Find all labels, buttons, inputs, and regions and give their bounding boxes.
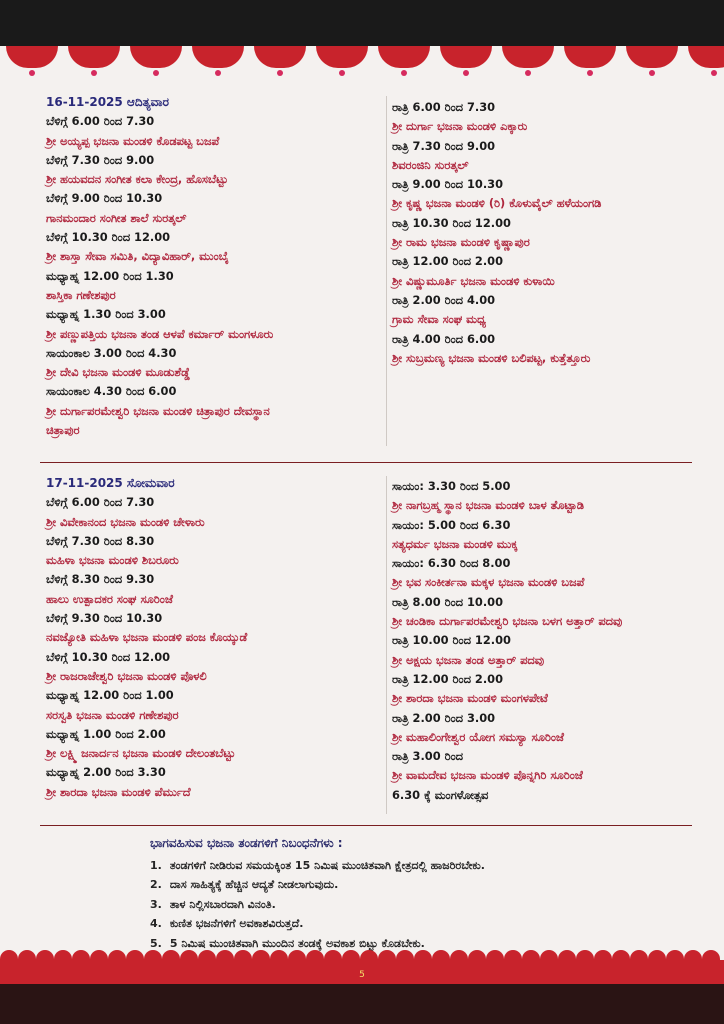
schedule-group: ಶಾಸ್ತಿಕಾ ಗಣೇಶಪುರ bbox=[46, 287, 116, 302]
schedule-time: ರಾತ್ರಿ 2.00 ರಿಂದ 4.00 bbox=[392, 292, 496, 307]
schedule-time: ಮಧ್ಯಾಹ್ನ 1.00 ರಿಂದ 2.00 bbox=[46, 726, 166, 741]
scallop-border bbox=[0, 46, 724, 76]
rule-number: 5. bbox=[150, 936, 162, 950]
schedule-time: ಸಾಯಂ: 5.00 ರಿಂದ 6.30 bbox=[392, 517, 511, 532]
day2-right-column bbox=[392, 477, 692, 805]
bead-ornament bbox=[401, 70, 407, 76]
schedule-time: ಸಾಯಂ: 6.30 ರಿಂದ 8.00 bbox=[392, 556, 511, 571]
bead-ornament bbox=[463, 70, 469, 76]
schedule-time: ರಾತ್ರಿ 9.00 ರಿಂದ 10.30 bbox=[392, 177, 504, 192]
section-divider bbox=[40, 825, 692, 826]
schedule-group: ಶ್ರೀ ರಾಮ ಭಜನಾ ಮಂಡಳಿ ಕೃಷ್ಣಾಪುರ bbox=[392, 235, 530, 250]
scallop-ornament bbox=[316, 46, 368, 68]
schedule-time: ಬೆಳಿಗ್ಗೆ 6.00 ರಿಂದ 7.30 bbox=[46, 114, 155, 129]
schedule-time: ಬೆಳಿಗ್ಗೆ 8.30 ರಿಂದ 9.30 bbox=[46, 572, 155, 587]
rule-text: ದಾಸ ಸಾಹಿತ್ಯಕ್ಕೆ ಹೆಚ್ಚಿನ ಆದ್ಯತೆ ನೀಡಲಾಗುವುದು. bbox=[166, 878, 339, 891]
scallop-ornament bbox=[254, 46, 306, 68]
scallop-ornament bbox=[688, 46, 724, 68]
rule-text: 5 ನಿಮಿಷ ಮುಂಚಿತವಾಗಿ ಮುಂದಿನ ತಂಡಕ್ಕೆ ಅವಕಾಶ ಬಿಟ್ಟು ಕೊಡಬೇಕು. bbox=[166, 936, 425, 950]
scallop-ornament bbox=[440, 46, 492, 68]
schedule-group: ಮಹಿಳಾ ಭಜನಾ ಮಂಡಳಿ ಶಿಬರೂರು bbox=[46, 553, 179, 568]
schedule-time: ಮಧ್ಯಾಹ್ನ 2.00 ರಿಂದ 3.30 bbox=[46, 765, 166, 780]
bead-ornament bbox=[215, 70, 221, 76]
scallop-ornament bbox=[130, 46, 182, 68]
schedule-group: ಶ್ರೀ ಮಹಾಲಿಂಗೇಶ್ವರ ಯೋಗ ಸಮಸ್ಯಾ ಸೂರಿಂಜೆ bbox=[392, 729, 565, 744]
bead-ornament bbox=[711, 70, 717, 76]
schedule-group: ಶ್ರೀ ಭವ ಸಂಕೀರ್ತನಾ ಮಕ್ಕಳ ಭಜನಾ ಮಂಡಳಿ ಬಜಪೆ bbox=[392, 575, 585, 590]
schedule-group: ಶ್ರೀ ನಾಗಬ್ರಹ್ಮ ಸ್ಥಾನ ಭಜನಾ ಮಂಡಳಿ ಬಾಳ ತೊಟ್ಟಾಡಿ bbox=[392, 498, 584, 513]
schedule-group: ಚಿತ್ರಾಪುರ bbox=[46, 423, 80, 438]
scallop-ornament bbox=[502, 46, 554, 68]
page-number: 5 bbox=[359, 970, 365, 980]
schedule-time: ಬೆಳಿಗ್ಗೆ 6.00 ರಿಂದ 7.30 bbox=[46, 495, 155, 510]
bead-ornament bbox=[649, 70, 655, 76]
scallop-ornament bbox=[192, 46, 244, 68]
schedule-group: ಗಾನಮಂದಾರ ಸಂಗೀತ ಶಾಲೆ ಸುರತ್ಕಲ್ bbox=[46, 210, 187, 225]
rule-text: ತಂಡಗಳಿಗೆ ನೀಡಿರುವ ಸಮಯಕ್ಕಿಂತ 15 ನಿಮಿಷ ಮುಂಚಿತವಾಗಿ ಕ್ಷೇತ್ರದಲ್ಲಿ ಹಾಜರಿರಬೇಕು. bbox=[166, 858, 485, 872]
schedule-time: ಸಾಯಂಕಾಲ 4.30 ರಿಂದ 6.00 bbox=[46, 384, 177, 399]
schedule-time: ರಾತ್ರಿ 12.00 ರಿಂದ 2.00 bbox=[392, 671, 504, 686]
bead-ornament bbox=[29, 70, 35, 76]
schedule-group: ಶ್ರೀ ಅಯ್ಯಪ್ಪ ಭಜನಾ ಮಂಡಳಿ ಕೊಡಪಟ್ಟ ಬಜಪೆ bbox=[46, 133, 220, 148]
bead-ornament bbox=[525, 70, 531, 76]
section-divider bbox=[40, 462, 692, 463]
scallop-ornament bbox=[6, 46, 58, 68]
schedule-time: ರಾತ್ರಿ 2.00 ರಿಂದ 3.00 bbox=[392, 710, 496, 725]
scallop-ornament bbox=[378, 46, 430, 68]
bead-ornament bbox=[153, 70, 159, 76]
schedule-group: ಶ್ರೀ ಹಯವದನ ಸಂಗೀತ ಕಲಾ ಕೇಂದ್ರ, ಹೊಸಬೆಟ್ಟು bbox=[46, 172, 228, 187]
schedule-time: ರಾತ್ರಿ 12.00 ರಿಂದ 2.00 bbox=[392, 254, 504, 269]
schedule-time: ಸಾಯಂಕಾಲ 3.00 ರಿಂದ 4.30 bbox=[46, 345, 177, 360]
schedule-group: ಶ್ರೀ ವಿಷ್ಣುಮೂರ್ತಿ ಭಜನಾ ಮಂಡಳಿ ಕುಳಾಯಿ bbox=[392, 273, 555, 288]
day2-left-column bbox=[46, 474, 382, 802]
schedule-time: ಮಧ್ಯಾಹ್ನ 12.00 ರಿಂದ 1.00 bbox=[46, 688, 174, 703]
schedule-group: ಶ್ರೀ ಶಾರದಾ ಭಜನಾ ಮಂಡಳಿ ಪೆರ್ಮುದೆ bbox=[46, 784, 191, 799]
schedule-group: ಶ್ರೀ ಲಕ್ಷ್ಮಿ ಜನಾರ್ದನ ಭಜನಾ ಮಂಡಳಿ ದೇಲಂತಬೆಟ್ಟು bbox=[46, 746, 236, 761]
schedule-group: ಶ್ರೀ ರಾಜರಾಜೇಶ್ವರಿ ಭಜನಾ ಮಂಡಳಿ ಪೊಳಲಿ bbox=[46, 668, 207, 683]
rule-item bbox=[150, 895, 485, 915]
rule-item bbox=[150, 856, 485, 876]
schedule-group: ಹಾಲು ಉತ್ಪಾದಕರ ಸಂಘ ಸೂರಿಂಜೆ bbox=[46, 591, 173, 606]
schedule-time: ಬೆಳಿಗ್ಗೆ 9.30 ರಿಂದ 10.30 bbox=[46, 611, 163, 626]
bottom-dark-band bbox=[0, 984, 724, 1024]
rules-section bbox=[150, 834, 485, 953]
rule-number: 1. bbox=[150, 858, 162, 872]
scallop-ornament bbox=[564, 46, 616, 68]
bead-ornament bbox=[587, 70, 593, 76]
day1-right-column bbox=[392, 98, 692, 368]
schedule-group: ಶ್ರೀ ದುರ್ಗಾ ಭಜನಾ ಮಂಡಳಿ ಎಕ್ಕಾರು bbox=[392, 119, 528, 134]
scallop-ornament bbox=[626, 46, 678, 68]
rules-list bbox=[150, 856, 485, 954]
schedule-group: ಶ್ರೀ ದುರ್ಗಾಪರಮೇಶ್ವರಿ ಭಜನಾ ಮಂಡಳಿ ಚಿತ್ರಾಪುರ ದೇವಸ್ಥಾನ bbox=[46, 403, 270, 418]
schedule-time: ಬೆಳಿಗ್ಗೆ 9.00 ರಿಂದ 10.30 bbox=[46, 191, 163, 206]
day1-left-column bbox=[46, 93, 382, 440]
schedule-time: ಸಾಯಂ: 3.30 ರಿಂದ 5.00 bbox=[392, 479, 511, 493]
bead-ornament bbox=[91, 70, 97, 76]
schedule-time: ರಾತ್ರಿ 4.00 ರಿಂದ 6.00 bbox=[392, 331, 496, 346]
schedule-group: ಶ್ರೀ ಸುಬ್ರಮಣ್ಯ ಭಜನಾ ಮಂಡಳಿ ಬಲಿಪಟ್ಟ, ಕುತ್ತೆತ್ತೂರು bbox=[392, 350, 591, 365]
day2-left-list bbox=[46, 493, 382, 802]
schedule-time: ಬೆಳಿಗ್ಗೆ 7.30 ರಿಂದ 8.30 bbox=[46, 533, 155, 548]
schedule-group: ಸತ್ಯಧರ್ಮ ಭಜನಾ ಮಂಡಳಿ ಮುಕ್ಕ bbox=[392, 536, 518, 551]
rule-item bbox=[150, 914, 485, 934]
schedule-group: ಶ್ರೀ ದೇವಿ ಭಜನಾ ಮಂಡಳಿ ಮೂಡುಶೆಡ್ಡೆ bbox=[46, 365, 191, 380]
schedule-group: ಶಿವರಂಜಿನಿ ಸುರತ್ಕಲ್ bbox=[392, 157, 469, 172]
schedule-group: ಶ್ರೀ ಪಣ್ಣುಪತ್ತಿಯ ಭಜನಾ ತಂಡ ಆಳಪೆ ಕರ್ಮಾರ್ ಮಂಗಳೂರು bbox=[46, 326, 274, 341]
schedule-time: ಮಧ್ಯಾಹ್ನ 12.00 ರಿಂದ 1.30 bbox=[46, 268, 174, 283]
schedule-group: ಗ್ರಾಮ ಸೇವಾ ಸಂಘ ಮಧ್ಯ bbox=[392, 312, 486, 327]
schedule-group: ಸರಸ್ವತಿ ಭಜನಾ ಮಂಡಳಿ ಗಣೇಶಪುರ bbox=[46, 707, 179, 722]
schedule-group: ಶ್ರೀ ವಾಮದೇವ ಭಜನಾ ಮಂಡಳಿ ಪೊನ್ನಗಿರಿ ಸೂರಿಂಜೆ bbox=[392, 768, 583, 783]
day1-left-list bbox=[46, 112, 382, 440]
schedule-time: ರಾತ್ರಿ 3.00 ರಿಂದ bbox=[392, 749, 464, 764]
column-divider bbox=[386, 476, 387, 814]
schedule-group: ಶ್ರೀ ಶಾಸ್ತಾ ಸೇವಾ ಸಮಿತಿ, ವಿದ್ಯಾವಿಹಾರ್, ಮುಂಬೈ bbox=[46, 249, 229, 264]
schedule-time: ಬೆಳಿಗ್ಗೆ 7.30 ರಿಂದ 9.00 bbox=[46, 152, 155, 167]
schedule-group: ಶ್ರೀ ಶಾರದಾ ಭಜನಾ ಮಂಡಳಿ ಮಂಗಳಪೇಟೆ bbox=[392, 691, 548, 706]
rule-number: 4. bbox=[150, 917, 162, 930]
schedule-time: ರಾತ್ರಿ 10.30 ರಿಂದ 12.00 bbox=[392, 215, 511, 230]
day1-header: 16-11-2025 ಆದಿತ್ಯವಾರ bbox=[46, 95, 169, 109]
schedule-group: ನವಜ್ಯೋತಿ ಮಹಿಳಾ ಭಜನಾ ಮಂಡಳಿ ಪಂಜ ಕೊಯ್ಕುಡೆ bbox=[46, 630, 248, 645]
schedule-time: ರಾತ್ರಿ 10.00 ರಿಂದ 12.00 bbox=[392, 633, 511, 648]
day1-right-list bbox=[392, 98, 692, 368]
bead-ornament bbox=[277, 70, 283, 76]
schedule-time: ರಾತ್ರಿ 7.30 ರಿಂದ 9.00 bbox=[392, 138, 496, 153]
rule-number: 2. bbox=[150, 878, 162, 891]
rule-item bbox=[150, 875, 485, 895]
day2-right-list bbox=[392, 477, 692, 805]
schedule-group: ಶ್ರೀ ಚಂಡಿಕಾ ದುರ್ಗಾಪರಮೇಶ್ವರಿ ಭಜನಾ ಬಳಗ ಅತ್ತಾರ್ ಪದವು bbox=[392, 614, 623, 629]
rules-title: ಭಾಗವಹಿಸುವ ಭಜನಾ ತಂಡಗಳಿಗೆ ನಿಬಂಧನೆಗಳು : bbox=[150, 836, 343, 850]
schedule-group: ಶ್ರೀ ಕೃಷ್ಣ ಭಜನಾ ಮಂಡಳಿ (ರಿ) ಕೊಳುವೈಲ್ ಹಳೆಯಂಗಡಿ bbox=[392, 196, 602, 211]
schedule-time: ಬೆಳಿಗ್ಗೆ 10.30 ರಿಂದ 12.00 bbox=[46, 230, 171, 245]
top-border-band bbox=[0, 0, 724, 46]
column-divider bbox=[386, 96, 387, 446]
schedule-time: ರಾತ್ರಿ 8.00 ರಿಂದ 10.00 bbox=[392, 594, 504, 609]
rule-text: ಕುಣಿತ ಭಜನೆಗಳಿಗೆ ಅವಕಾಶವಿರುತ್ತದೆ. bbox=[166, 917, 304, 930]
schedule-time: 6.30 ಕ್ಕೆ ಮಂಗಳೋತ್ಸವ bbox=[392, 787, 489, 802]
schedule-time: ಮಧ್ಯಾಹ್ನ 1.30 ರಿಂದ 3.00 bbox=[46, 307, 166, 322]
scallop-ornament bbox=[68, 46, 120, 68]
rule-text: ತಾಳ ನಿಲ್ಲಿಸಬಾರದಾಗಿ ವಿನಂತಿ. bbox=[166, 897, 276, 911]
schedule-time: ರಾತ್ರಿ 6.00 ರಿಂದ 7.30 bbox=[392, 100, 496, 114]
rule-number: 3. bbox=[150, 897, 162, 911]
bead-ornament bbox=[339, 70, 345, 76]
schedule-group: ಶ್ರೀ ಅಕ್ಷಯ ಭಜನಾ ತಂಡ ಅತ್ತಾರ್ ಪದವು bbox=[392, 652, 545, 667]
day2-header: 17-11-2025 ಸೋಮವಾರ bbox=[46, 476, 175, 490]
schedule-group: ಶ್ರೀ ವಿವೇಕಾನಂದ ಭಜನಾ ಮಂಡಳಿ ಚೇಳಾರು bbox=[46, 514, 205, 529]
schedule-time: ಬೆಳಿಗ್ಗೆ 10.30 ರಿಂದ 12.00 bbox=[46, 649, 171, 664]
